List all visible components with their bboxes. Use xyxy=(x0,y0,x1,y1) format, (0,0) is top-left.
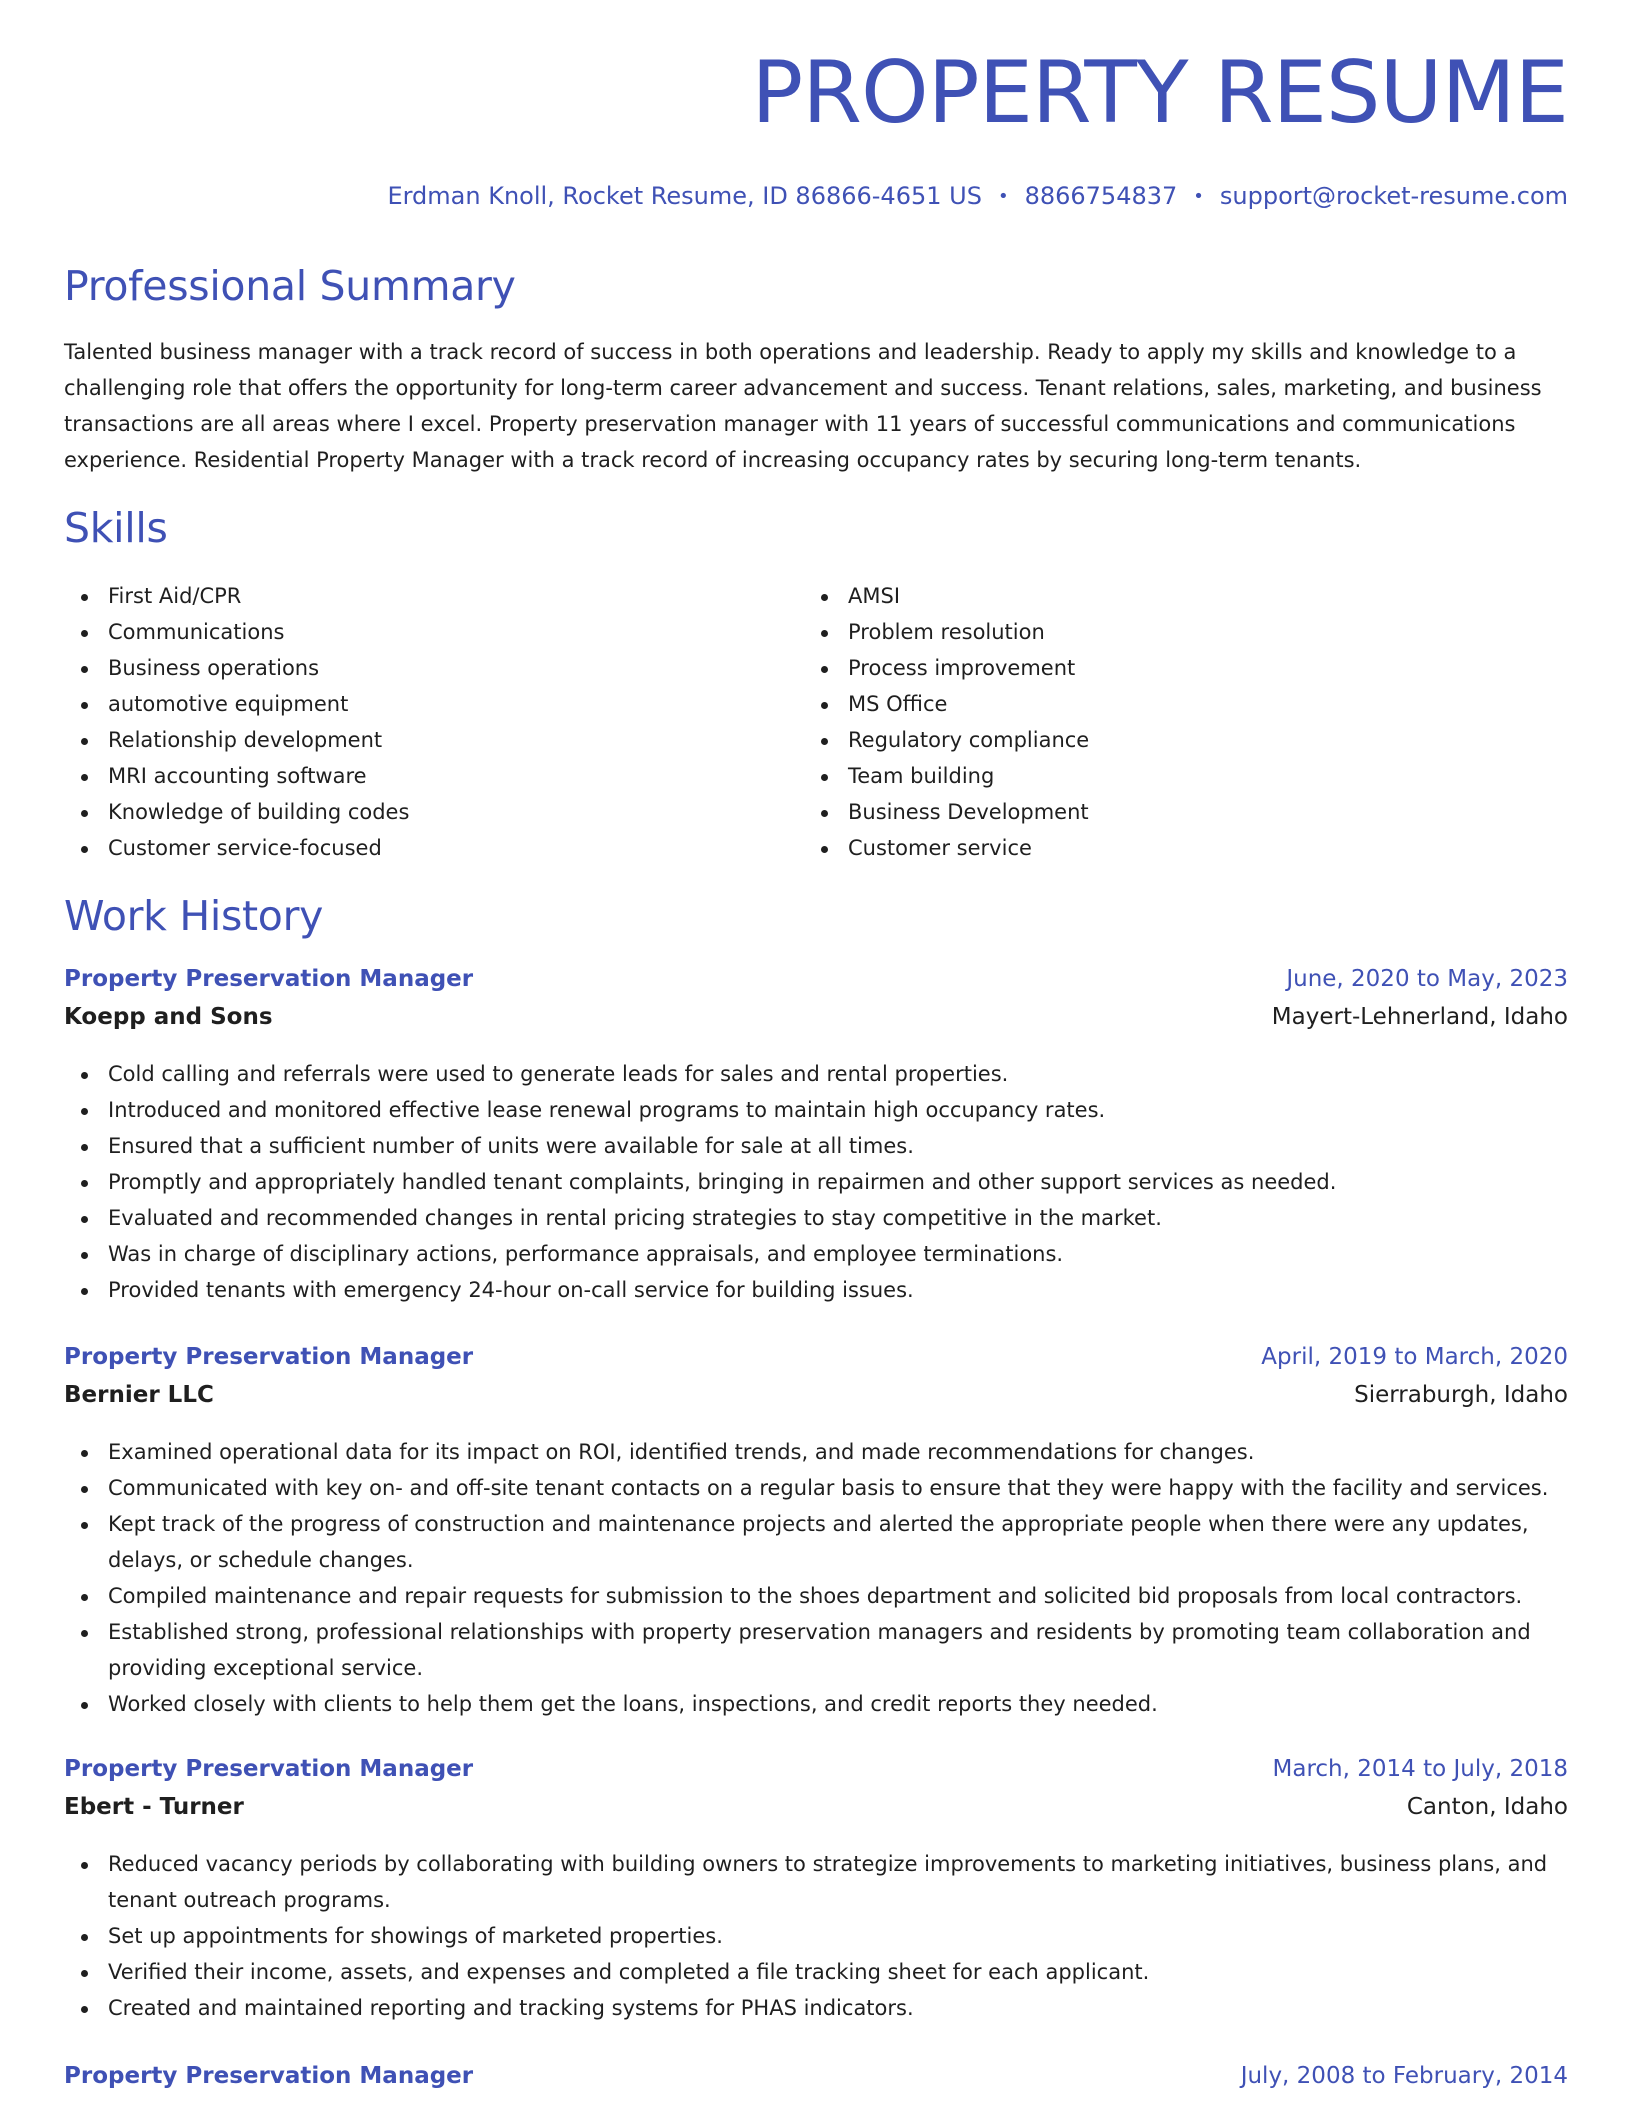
list-item: Created and maintained reporting and tracking systems for PHAS indicators. xyxy=(64,1990,1568,2026)
job-bullets xyxy=(64,1056,1568,1308)
job-entry xyxy=(64,966,1568,1308)
list-item: Provided tenants with emergency 24-hour on-call service for building issues. xyxy=(64,1272,1568,1308)
list-item: Process improvement xyxy=(804,650,1504,686)
list-item: AMSI xyxy=(804,578,1504,614)
skills-list-left xyxy=(64,578,764,866)
list-item: First Aid/CPR xyxy=(64,578,764,614)
job-location: Sierraburgh, Idaho xyxy=(1354,1382,1568,1408)
job-title: Property Preservation Manager xyxy=(64,966,474,992)
skills-list-right xyxy=(804,578,1504,866)
job-bullets xyxy=(64,1846,1568,2026)
list-item: Verified their income, assets, and expenses and completed a file tracking sheet for each applicant. xyxy=(64,1954,1568,1990)
contact-email[interactable]: support@rocket-resume.com xyxy=(1219,182,1568,210)
summary-text: Talented business manager with a track record of success in both operations and leadership. Ready to apply my skills and knowledge to a challenging role that offers the opportunity for long-term career advancement and success. Tenant relations, sales, marketing, and business transactions are all areas where I excel. Property preservation manager with 11 years of successful communications and communications experience. Residential Property Manager with a track record of increasing occupancy rates by securing long-term tenants. xyxy=(64,340,1542,472)
list-item: Established strong, professional relationships with property preservation managers and residents by promoting team collaboration and providing exceptional service. xyxy=(64,1614,1568,1686)
job-dates: April, 2019 to March, 2020 xyxy=(1261,1344,1568,1370)
contact-line xyxy=(387,182,1568,210)
job-dates: March, 2014 to July, 2018 xyxy=(1272,1756,1568,1782)
skills-heading: Skills xyxy=(64,504,168,552)
job-title: Property Preservation Manager xyxy=(64,2063,474,2089)
list-item: Customer service-focused xyxy=(64,830,764,866)
job-dates: June, 2020 to May, 2023 xyxy=(1286,966,1568,992)
contact-address: Erdman Knoll, Rocket Resume, ID 86866-4651 US xyxy=(387,182,982,210)
list-item: MS Office xyxy=(804,686,1504,722)
job-company: Koepp and Sons xyxy=(64,1004,273,1030)
list-item: Reduced vacancy periods by collaborating with building owners to strategize improvements to marketing initiatives, business plans, and tenant outreach programs. xyxy=(64,1846,1568,1918)
list-item: Regulatory compliance xyxy=(804,722,1504,758)
summary-heading: Professional Summary xyxy=(64,262,516,310)
job-dates: July, 2008 to February, 2014 xyxy=(1240,2063,1568,2089)
list-item: Relationship development xyxy=(64,722,764,758)
contact-phone[interactable]: 8866754837 xyxy=(1024,182,1178,210)
list-item: Evaluated and recommended changes in rental pricing strategies to stay competitive in the market. xyxy=(64,1200,1568,1236)
list-item: Promptly and appropriately handled tenant complaints, bringing in repairmen and other support services as needed. xyxy=(64,1164,1568,1200)
contact-separator: • xyxy=(997,186,1009,207)
resume-title: PROPERTY RESUME xyxy=(751,43,1568,143)
job-entry xyxy=(64,2063,1568,2101)
list-item: Team building xyxy=(804,758,1504,794)
job-company: Bernier LLC xyxy=(64,1382,214,1408)
list-item: Cold calling and referrals were used to generate leads for sales and rental properties. xyxy=(64,1056,1568,1092)
work-history-heading: Work History xyxy=(64,892,324,940)
job-location: Canton, Idaho xyxy=(1406,1794,1568,1820)
list-item: Examined operational data for its impact on ROI, identified trends, and made recommendations for changes. xyxy=(64,1434,1568,1470)
contact-separator: • xyxy=(1193,186,1204,207)
job-title: Property Preservation Manager xyxy=(64,1756,474,1782)
list-item: Introduced and monitored effective lease renewal programs to maintain high occupancy rates. xyxy=(64,1092,1568,1128)
list-item: Was in charge of disciplinary actions, performance appraisals, and employee terminations. xyxy=(64,1236,1568,1272)
job-entry xyxy=(64,1756,1568,2026)
list-item: Worked closely with clients to help them get the loans, inspections, and credit reports they needed. xyxy=(64,1686,1568,1722)
list-item: automotive equipment xyxy=(64,686,764,722)
job-title: Property Preservation Manager xyxy=(64,1344,474,1370)
list-item: Kept track of the progress of construction and maintenance projects and alerted the appropriate people when there were any updates, delays, or schedule changes. xyxy=(64,1506,1568,1578)
job-entry xyxy=(64,1344,1568,1722)
list-item: Compiled maintenance and repair requests for submission to the shoes department and solicited bid proposals from local contractors. xyxy=(64,1578,1568,1614)
list-item: Communications xyxy=(64,614,764,650)
list-item: Customer service xyxy=(804,830,1504,866)
list-item: Business Development xyxy=(804,794,1504,830)
list-item: MRI accounting software xyxy=(64,758,764,794)
job-company: Ebert - Turner xyxy=(64,1794,244,1820)
list-item: Business operations xyxy=(64,650,764,686)
job-location: Mayert-Lehnerland, Idaho xyxy=(1271,1004,1568,1030)
list-item: Knowledge of building codes xyxy=(64,794,764,830)
list-item: Ensured that a sufficient number of units were available for sale at all times. xyxy=(64,1128,1568,1164)
skills-column-left xyxy=(64,578,764,866)
job-bullets xyxy=(64,1434,1568,1722)
list-item: Set up appointments for showings of marketed properties. xyxy=(64,1918,1568,1954)
list-item: Communicated with key on- and off-site tenant contacts on a regular basis to ensure that they were happy with the facility and services. xyxy=(64,1470,1568,1506)
list-item: Problem resolution xyxy=(804,614,1504,650)
skills-column-right xyxy=(804,578,1504,866)
